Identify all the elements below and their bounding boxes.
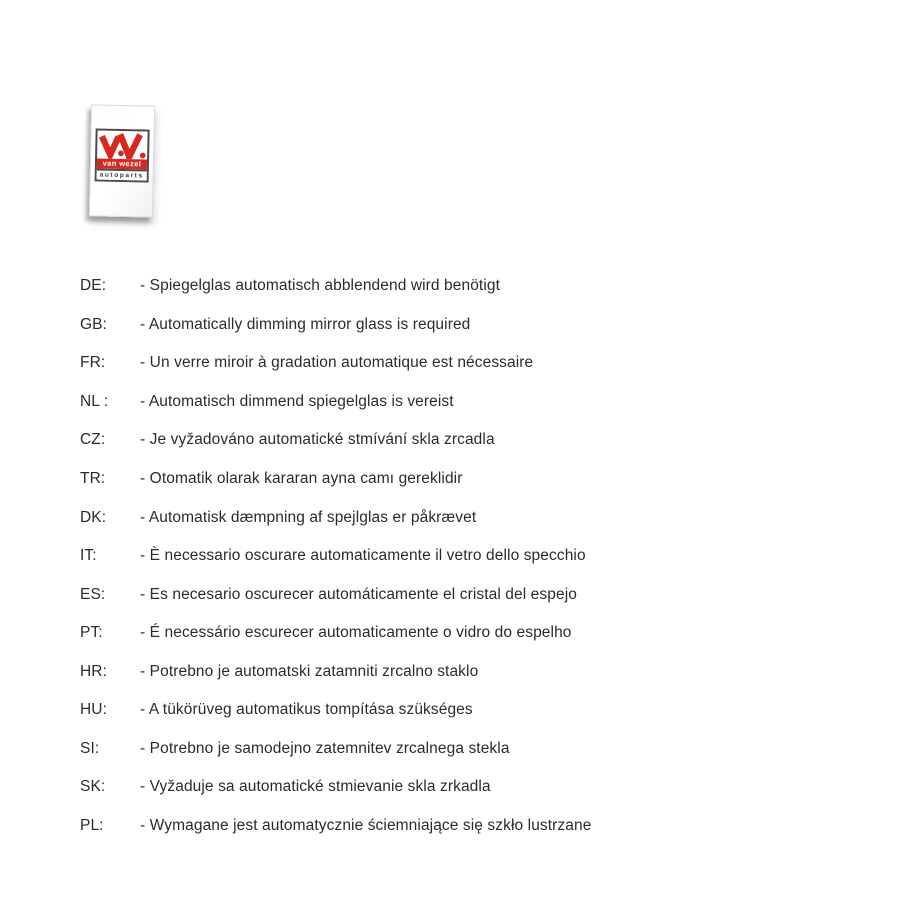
language-code: DK: [80, 508, 107, 526]
translation-text: - A tükörüveg automatikus tompítása szükséges [140, 701, 473, 719]
brand-subtitle: autoparts [97, 168, 147, 180]
vv-logo-icon [97, 130, 148, 159]
translation-text: - Automatisk dæmpning af spejlglas er påkrævet [140, 508, 477, 526]
translation-text: - Automatically dimming mirror glass is required [140, 315, 471, 333]
translation-row [0, 306, 900, 345]
translation-text: - Spiegelglas automatisch abblendend wird benötigt [140, 277, 501, 295]
brand-card [89, 104, 155, 217]
translation-row [0, 807, 900, 846]
translation-row [0, 537, 900, 576]
translation-row [0, 614, 900, 653]
translation-row [0, 652, 900, 691]
translation-text: - È necessario oscurare automaticamente il vetro dello specchio [140, 547, 586, 565]
language-code: PL: [80, 816, 104, 834]
translation-text: - Otomatik olarak kararan ayna camı gereklidir [140, 470, 463, 487]
language-code: TR: [80, 470, 106, 487]
translation-row [0, 691, 900, 730]
translation-text: - É necessário escurecer automaticamente o vidro do espelho [140, 624, 572, 642]
translation-text: - Potrebno je samodejno zatemnitev zrcalnega stekla [140, 739, 510, 757]
brand-name: van wezel [97, 158, 147, 169]
translation-row [0, 498, 900, 537]
van-wezel-logo [95, 128, 150, 182]
translation-text: - Automatisch dimmend spiegelglas is vereist [140, 392, 454, 410]
language-code: SK: [80, 778, 106, 796]
translation-row [0, 421, 900, 460]
language-code: SI: [80, 739, 100, 757]
language-code: IT: [80, 547, 97, 565]
language-code: ES: [80, 585, 106, 603]
language-code: FR: [80, 354, 106, 372]
translation-row [0, 768, 900, 807]
language-code: HU: [80, 701, 107, 719]
language-code: CZ: [80, 431, 106, 449]
language-code: GB: [80, 315, 108, 333]
translation-text: - Wymagane jest automatycznie ściemniające się szkło lustrzane [140, 816, 592, 834]
translation-row [0, 383, 900, 422]
translation-list [0, 267, 900, 845]
translation-row [0, 575, 900, 614]
translation-text: - Es necesario oscurecer automáticamente el cristal del espejo [140, 585, 577, 603]
language-code: NL : [80, 392, 109, 410]
translation-row [0, 267, 900, 306]
translation-text: - Potrebno je automatski zatamniti zrcalno staklo [140, 662, 479, 680]
language-code: DE: [80, 277, 107, 295]
translation-row [0, 344, 900, 383]
translation-row [0, 730, 900, 769]
language-code: PT: [80, 624, 103, 642]
translation-text: - Vyžaduje sa automatické stmievanie skla zrkadla [140, 778, 491, 796]
translation-text: - Je vyžadováno automatické stmívání skla zrcadla [140, 431, 495, 449]
language-code: HR: [80, 662, 107, 680]
translation-text: - Un verre miroir à gradation automatique est nécessaire [140, 354, 534, 372]
translation-row [0, 460, 900, 499]
